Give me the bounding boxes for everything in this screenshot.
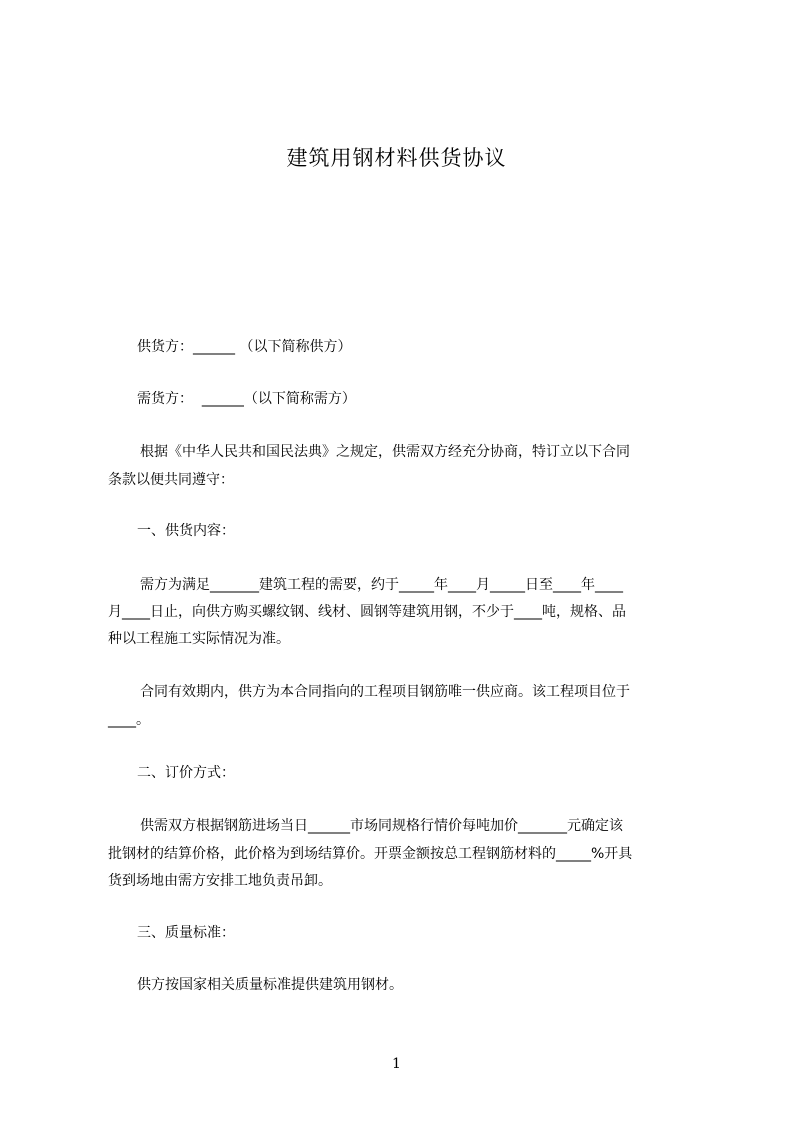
section1-para2-line-2: ____。	[108, 712, 150, 728]
section3-para: 供方按国家相关质量标准提供建筑用钢材。	[137, 977, 403, 993]
section1-heading: 一、供货内容：	[137, 523, 235, 539]
document-title: 建筑用钢材料供货协议	[286, 146, 507, 170]
section2-para-line-2: 批钢材的结算价格，此价格为到场结算价。开票金额按总工程钢筋材料的_____%开具	[108, 846, 633, 862]
section2-para-line-1: 供需双方根据钢筋进场当日______市场同规格行情价每吨加价_______元确定该	[140, 818, 623, 834]
section3-heading: 三、质量标准：	[137, 925, 235, 941]
page-number: 1	[392, 1056, 401, 1072]
preamble-line-2: 条款以便共同遵守：	[108, 472, 234, 488]
section1-para2-line-1: 合同有效期内，供方为本合同指向的工程项目钢筋唯一供应商。该工程项目位于	[140, 684, 630, 700]
supplier-line: 供货方：______ （以下简称供方）	[137, 339, 352, 355]
section2-heading: 二、订价方式：	[137, 765, 235, 781]
section2-para-line-3: 货到场地由需方安排工地负责吊卸。	[108, 873, 332, 889]
preamble-line-1: 根据《中华人民共和国民法典》之规定，供需双方经充分协商，特订立以下合同	[140, 444, 630, 460]
section1-para1-line-2: 月____日止，向供方购买螺纹钢、线材、圆钢等建筑用钢，不少于____吨，规格、品	[108, 604, 626, 620]
section1-para1-line-1: 需方为满足_______建筑工程的需要，约于_____年____月_____日至____年____	[140, 577, 623, 593]
buyer-line: 需货方： ______（以下简称需方）	[137, 391, 356, 407]
section1-para1-line-3: 种以工程施工实际情况为准。	[108, 631, 290, 647]
